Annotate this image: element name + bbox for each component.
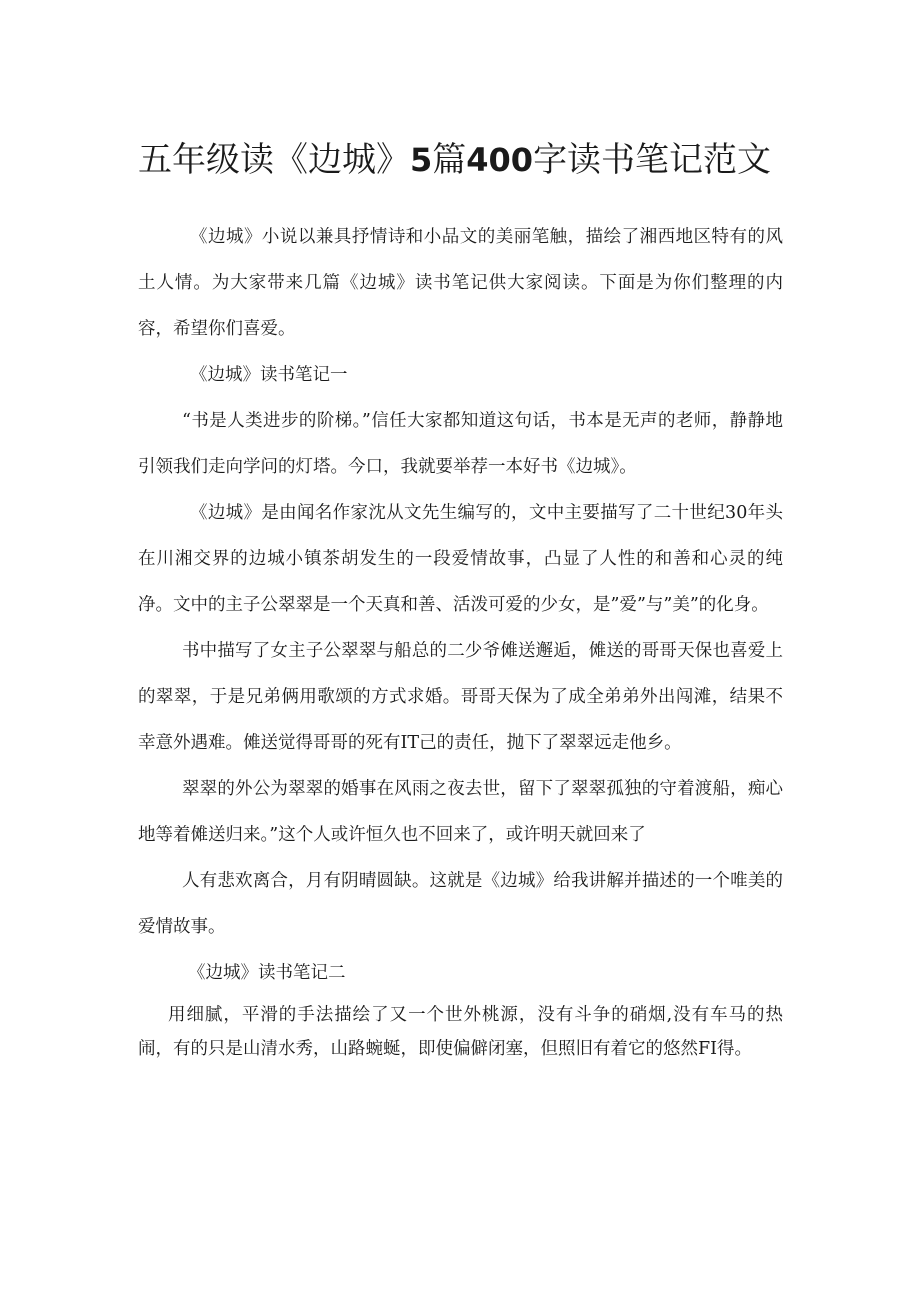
paragraph-1: “书是人类进步的阶梯。”信任大家都知道这句话，书本是无声的老师，静静地引领我们走向学问的灯塔。今口，我就要举荐一本好书《边城》。: [138, 411, 783, 477]
section-heading-2: 《边城》读书笔记二: [188, 963, 346, 983]
paragraph-2: 《边城》是由闻名作家沈从文先生编写的，文中主要描写了二十世纪30年头在川湘交界的边城小镇茶胡发生的一段爱情故事，凸显了人性的和善和心灵的纯净。文中的主子公翠翠是一个天真和善、活泼可爱的少女，是”爱”与”美”的化身。: [138, 503, 783, 615]
title-suffix: 字读书笔记范文: [533, 140, 772, 180]
document-title: [138, 134, 818, 186]
section-heading-1: 《边城》读书笔记一: [190, 365, 348, 385]
title-mid: 篇: [432, 140, 467, 180]
paragraph-5: 人有悲欢离合，月有阴晴圆缺。这就是《边城》给我讲解并描述的一个唯美的爱情故事。: [138, 871, 783, 937]
paragraph-4: 翠翠的外公为翠翠的婚事在风雨之夜去世，留下了翠翠孤独的守着渡船，痴心地等着傩送归来。”这个人或许恒久也不回来了，或许明天就回来了: [138, 779, 783, 845]
paragraph-6: 用细腻，平滑的手法描绘了又一个世外桃源，没有斗争的硝烟,没有车马的热闹，有的只是山清水秀，山路蜿蜒，即使偏僻闭塞，但照旧有着它的悠然FI得。: [138, 1005, 783, 1059]
title-number: 5: [410, 141, 433, 179]
document-body: [138, 214, 783, 1066]
title-number-2: 400: [466, 141, 534, 179]
intro-paragraph: 《边城》小说以兼具抒情诗和小品文的美丽笔触，描绘了湘西地区特有的风土人情。为大家带来几篇《边城》读书笔记供大家阅读。下面是为你们整理的内容，希望你们喜爱。: [138, 227, 783, 339]
paragraph-3: 书中描写了女主子公翠翠与船总的二少爷傩送邂逅，傩送的哥哥天保也喜爱上的翠翠，于是兄弟俩用歌颂的方式求婚。哥哥天保为了成全弟弟外出闯滩，结果不幸意外遇难。傩送觉得哥哥的死有IT己的责任，抛下了翠翠远走他乡。: [138, 641, 783, 753]
title-prefix: 五年级读《边城》: [138, 140, 410, 180]
